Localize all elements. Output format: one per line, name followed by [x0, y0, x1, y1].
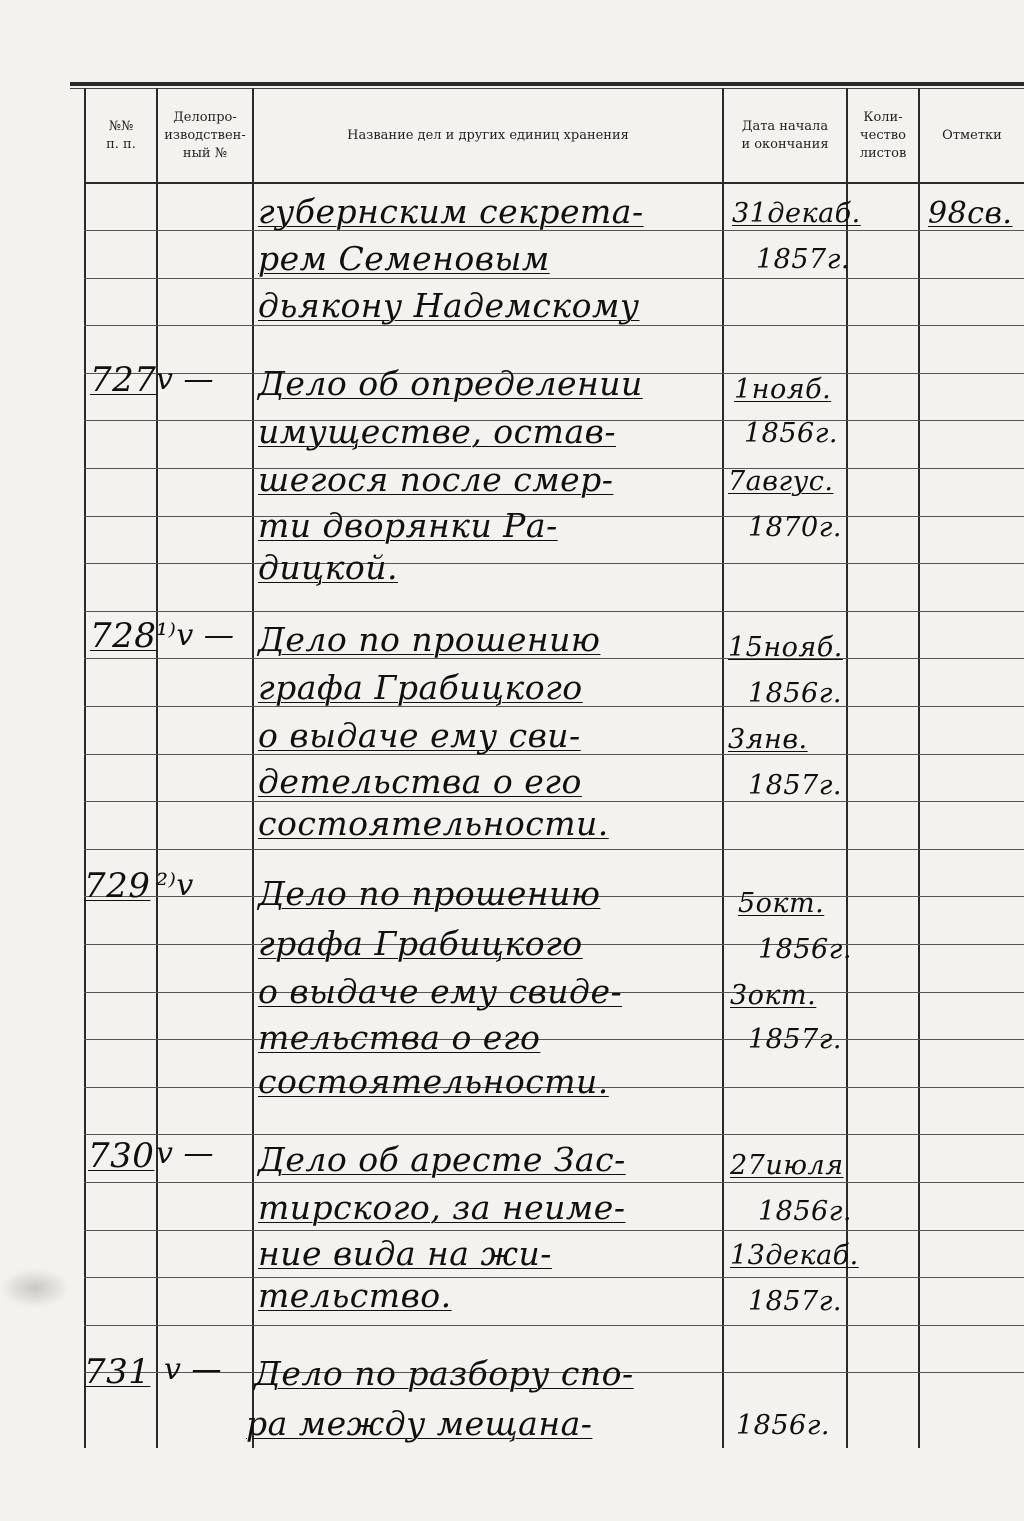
entry-0-line-1: рем Семеновым — [258, 239, 550, 278]
ruled-line — [84, 611, 1024, 612]
header-office — [158, 90, 252, 182]
entry-4-date-1: 1856г. — [758, 1196, 852, 1227]
entry-3-date-1: 1856г. — [758, 934, 852, 965]
ruled-line — [84, 1039, 1024, 1040]
header-dates-text: Дата начала и окончания — [741, 119, 829, 152]
col-line-1 — [156, 88, 158, 1448]
ruled-line — [84, 563, 1024, 564]
entry-1-line-0: Дело об определении — [258, 364, 643, 403]
ruled-line — [84, 849, 1024, 850]
entry-2-date-3: 1857г. — [748, 770, 842, 801]
entry-1-date-3: 1870г. — [748, 512, 842, 543]
entry-5-num: 731 — [84, 1352, 151, 1392]
entry-4-date-2: 13декаб. — [730, 1240, 859, 1271]
entry-1-date-0: 1нояб. — [734, 374, 832, 405]
entry-1-date-1: 1856г. — [744, 418, 838, 449]
ruled-line — [84, 1277, 1024, 1278]
entry-4-num: 730 — [88, 1136, 155, 1176]
ruled-line — [84, 1134, 1024, 1135]
col-line-2 — [252, 88, 254, 1448]
entry-3-num: 729 — [84, 866, 151, 906]
entry-0-date-1: 1857г. — [756, 244, 850, 275]
entry-2-mark: ¹⁾v — — [156, 618, 235, 653]
entry-5-date-1: 1856г. — [736, 1410, 830, 1441]
entry-3-line-1: графа Грабицкого — [258, 924, 583, 963]
entry-1-line-1: имуществе, остав- — [258, 412, 616, 451]
scan-smudge — [0, 1268, 70, 1308]
top-border-thin — [70, 88, 1024, 89]
entry-1-date-2: 7авгус. — [728, 466, 834, 497]
entry-5-line-1: ра между мещана- — [246, 1404, 593, 1443]
entry-4-date-0: 27июля — [730, 1150, 844, 1181]
entry-4-mark: v — — [156, 1136, 214, 1171]
ruled-line — [84, 278, 1024, 279]
entry-4-line-3: тельство. — [258, 1276, 452, 1315]
entry-0-line-0: губернским секрета- — [258, 192, 644, 231]
entry-3-line-2: о выдаче ему свиде- — [258, 972, 623, 1011]
header-title — [254, 90, 722, 182]
header-notes — [920, 90, 1024, 182]
header-sheets-text: Коли- чество листов — [859, 110, 907, 161]
entry-2-date-2: 3янв. — [728, 724, 808, 755]
ruled-line — [84, 801, 1024, 802]
entry-2-date-1: 1856г. — [748, 678, 842, 709]
entry-5-mark: v — — [164, 1352, 222, 1387]
header-sheets — [848, 90, 918, 182]
header-num-text: №№ п. п. — [106, 119, 136, 152]
entry-3-line-0: Дело по прошению — [258, 874, 601, 913]
entry-2-line-0: Дело по прошению — [258, 620, 601, 659]
col-line-left — [84, 88, 86, 1448]
entry-2-date-0: 15нояб. — [728, 632, 843, 663]
header-title-text: Название дел и других единиц хранения — [347, 128, 629, 143]
col-line-3 — [722, 88, 724, 1448]
entry-4-line-0: Дело об аресте Зас- — [258, 1140, 626, 1179]
header-dates — [724, 90, 846, 182]
ruled-line — [84, 1230, 1024, 1231]
entry-0-date-0: 31декаб. — [732, 198, 861, 229]
ruled-line — [84, 1182, 1024, 1183]
entry-3-line-3: тельства о его — [258, 1018, 541, 1057]
entry-3-mark: ²⁾v — [156, 868, 194, 903]
entry-4-date-3: 1857г. — [748, 1286, 842, 1317]
entry-3-date-0: 5окт. — [738, 888, 825, 919]
header-num — [86, 90, 156, 182]
top-border — [70, 82, 1024, 86]
entry-3-date-3: 1857г. — [748, 1024, 842, 1055]
entry-2-line-1: графа Грабицкого — [258, 668, 583, 707]
entry-5-line-0: Дело по разбору спо- — [254, 1354, 634, 1393]
entry-3-line-4: состоятельности. — [258, 1062, 609, 1101]
entry-2-num: 728 — [90, 616, 157, 656]
header-notes-text: Отметки — [942, 128, 1002, 143]
entry-0-notes: 98св. — [928, 196, 1013, 231]
ruled-line — [84, 325, 1024, 326]
header-office-text: Делопро- изводствен- ный № — [164, 110, 246, 161]
entry-4-line-1: тирского, за неиме- — [258, 1188, 626, 1227]
ruled-line — [84, 1325, 1024, 1326]
entry-1-line-4: дицкой. — [258, 548, 399, 587]
entry-3-date-2: 3окт. — [730, 980, 817, 1011]
entry-1-line-2: шегося после смер- — [258, 460, 614, 499]
entry-1-num: 727 — [90, 360, 157, 400]
entry-4-line-2: ние вида на жи- — [258, 1234, 552, 1273]
col-line-5 — [918, 88, 920, 1448]
entry-1-line-3: ти дворянки Ра- — [258, 506, 558, 545]
header-bottom-rule — [84, 182, 1024, 184]
entry-0-line-2: дьякону Надемскому — [258, 286, 640, 325]
entry-2-line-4: состоятельности. — [258, 804, 609, 843]
entry-2-line-2: о выдаче ему сви- — [258, 716, 581, 755]
entry-2-line-3: детельства о его — [258, 762, 582, 801]
entry-1-mark: v — — [156, 362, 214, 397]
